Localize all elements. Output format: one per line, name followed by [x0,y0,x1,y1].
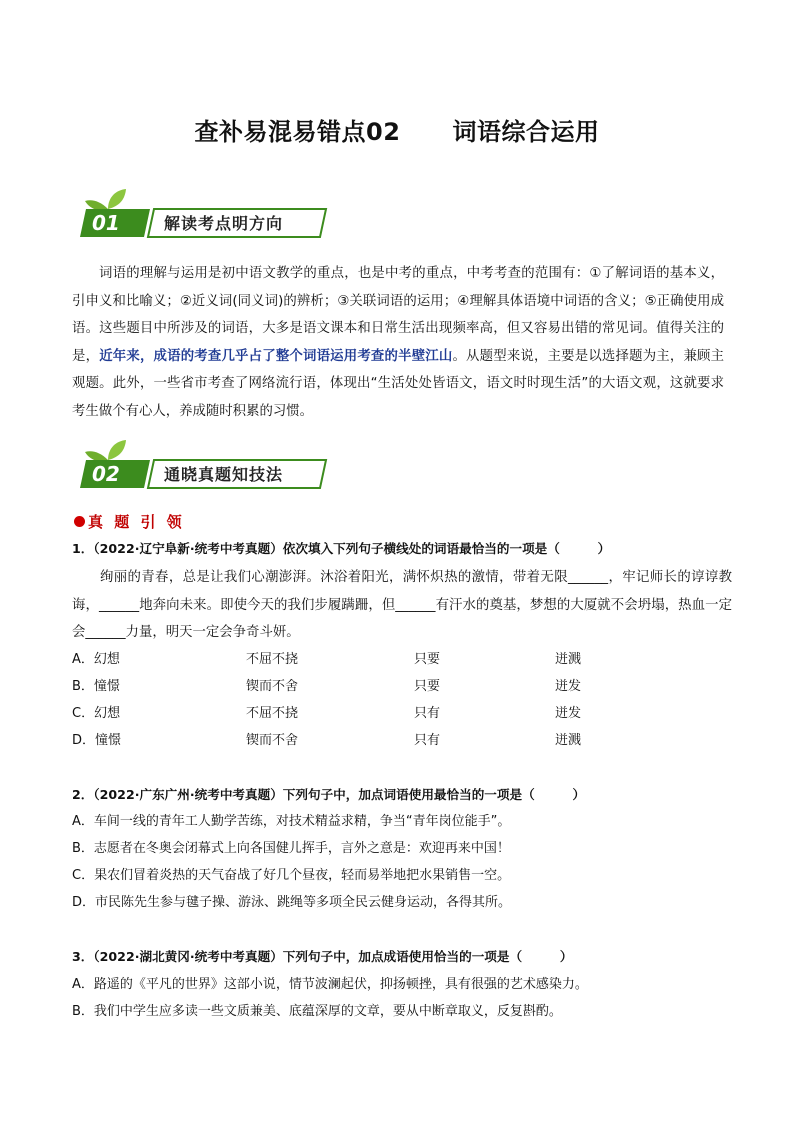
option-line: D．市民陈先生参与毽子操、游泳、跳绳等多项全民云健身运动，各得其所。 [72,895,512,910]
section-header-01 [78,187,338,237]
section-label: 通晓真题知技法 [164,465,284,484]
option-cell: 迸发 [555,679,582,694]
option-line: B．志愿者在冬奥会闭幕式上向各国健儿挥手，言外之意是：欢迎再来中国！ [72,841,510,856]
section-label: 解读考点明方向 [164,214,284,233]
question-stem: 3．（2022·湖北黄冈·统考中考真题）下列句子中，加点成语使用恰当的一项是（ ） [72,949,573,964]
question-stem: 1．（2022·辽宁阜新·统考中考真题）依次填入下列句子横线处的词语最恰当的一项是（ ） [72,541,611,556]
option-cell: B．憧憬 [72,679,120,694]
option-cell: A．幻想 [72,652,120,667]
option-cell: 不屈不挠 [246,706,299,721]
intro-paragraph [72,260,724,425]
option-cell: 只有 [414,733,441,748]
option-line: A．车间一线的青年工人勤学苦练，对技术精益求精，争当“青年岗位能手”。 [72,814,511,829]
title-sub: 词语综合运用 [452,118,600,146]
question-stem: 2．（2022·广东广州·统考中考真题）下列句子中，加点词语使用最恰当的一项是（ ） [72,787,586,802]
title-main: 查补易混易错点02 [194,118,401,146]
option-cell: C．幻想 [72,706,121,721]
option-line: A．路遥的《平凡的世界》这部小说，情节波澜起伏，抑扬顿挫，具有很强的艺术感染力。 [72,977,588,992]
option-cell: 只要 [414,652,441,667]
section-header-02 [78,438,338,488]
option-cell: 锲而不舍 [246,679,299,694]
intro-emphasis: 近年来，成语的考查几乎占了整个词语运用考查的半壁江山 [99,348,453,364]
option-cell: 迸溅 [555,733,582,748]
option-cell: 迸溅 [555,652,582,667]
subheading [74,511,185,532]
intro-text-2: 。从题型来说，主要是以选择题为主，兼顾主观题。此外，一些省市考查了网络流行语，体现出“生活处处皆语文，语文时时现生活”的大语文观，这就要求考生做个有心人，养成随时积累的习惯。 [72,348,725,419]
option-cell: 不屈不挠 [246,652,299,667]
option-cell: 只要 [414,679,441,694]
section-number: 01 [92,211,120,235]
red-dot-icon [74,516,85,527]
intro-text-1: 词语的理解与运用是初中语文教学的重点，也是中考的重点，中考考查的范围有：①了解词语的基本义，引申义和比喻义；②近义词(同义词)的辨析；③关联词语的运用；④理解具体语境中词语的含义；⑤正确使用成语。这些题目中所涉及的词语，大多是语文课本和日常生活出现频率高，但又容易出错的常见词。值得关注的是， [72,266,724,364]
page-title [0,112,794,147]
option-cell: 锲而不舍 [246,733,299,748]
subheading-text: 真 题 引 领 [88,513,185,531]
option-line: B．我们中学生应多读一些文质兼美、底蕴深厚的文章，要从中断章取义，反复斟酌。 [72,1004,562,1019]
question-body: 绚丽的青春，总是让我们心潮澎湃。沐浴着阳光，满怀炽热的激情，带着无限______，牢记师长的谆谆教诲，______地奔向未来。即使今天的我们步履蹒跚，但______有汗水的奠基，梦想的大厦就不会坍塌，热血一定会______力量，明天一定会争奇斗妍。 [72,570,732,640]
option-cell: 只有 [414,706,441,721]
option-cell: 迸发 [555,706,582,721]
section-number: 02 [92,462,120,486]
option-cell: D．憧憬 [72,733,122,748]
option-line: C．果农们冒着炎热的天气奋战了好几个昼夜，轻而易举地把水果销售一空。 [72,868,511,883]
